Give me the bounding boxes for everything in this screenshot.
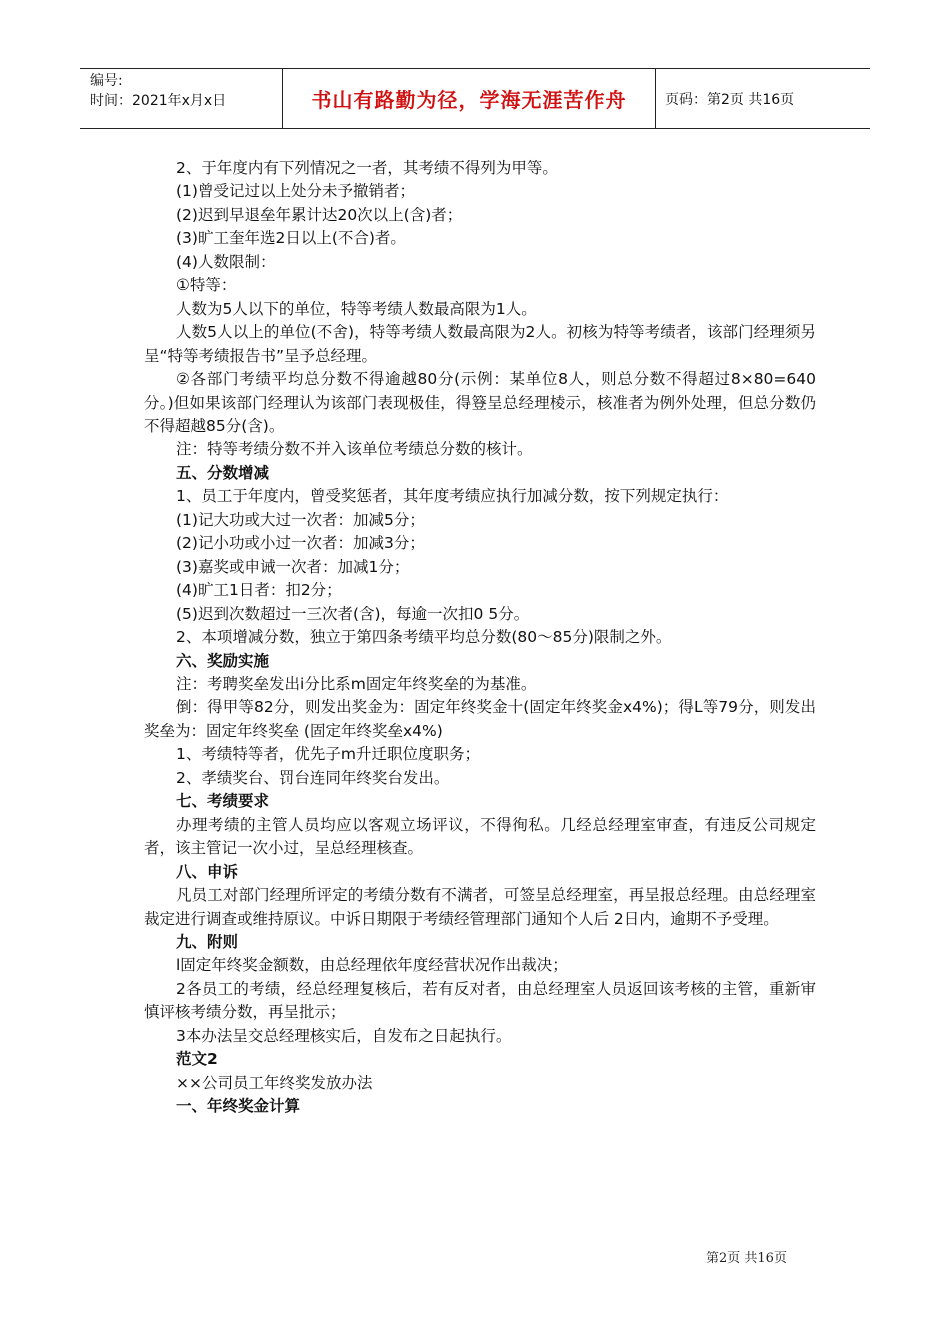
section-heading: 范文2 (176, 1050, 218, 1069)
paragraph: 2、孝绩奖台、罚台连同年终奖台发出。 (176, 768, 450, 787)
paragraph: 倒：得甲等82分，则发出奖金为：固定年终奖金十(固定年终奖金x4%)；得L等79分，则发出奖垒为：固定年终奖垒 (固定年终奖垒x4%) (144, 698, 816, 740)
paragraph: ××公司员工年终奖发放办法 (176, 1073, 373, 1092)
paragraph: (1)曾受记过以上处分未予撤销者； (176, 182, 415, 201)
paragraph: (3)旷工奎年选2日以上(不合)者。 (176, 229, 406, 248)
paragraph: (5)迟到次数超过一三次者(含)，每逾一次扣0 5分。 (176, 604, 530, 623)
document-body (144, 157, 816, 1119)
paragraph: 1、考绩特等者，优先子m升迁职位度职务； (176, 745, 480, 764)
header-page-number: 页码：第2页 共16页 (665, 91, 795, 108)
header-motto: 书山有路勤为径，学海无涯苦作舟 (282, 69, 656, 128)
paragraph: 人数为5人以下的单位，特等考绩人数最高限为1人。 (176, 299, 537, 318)
section-heading: 五、分数增减 (176, 463, 270, 482)
paragraph: ②各部门考绩平均总分数不得逾越80分(示例：某单位8人，则总分数不得超过8×80=640分。)但如果该部门经理认为该部门表现极佳，得簦呈总经理棱示，核准者为例外处理，但总分数仍不得超越85分(含)。 (144, 370, 816, 435)
paragraph: 2、于年度内有下列情况之一者，其考绩不得列为甲等。 (176, 159, 558, 177)
section-heading: 一、年终奖金计算 (176, 1097, 301, 1116)
paragraph: (4)人数限制： (176, 252, 276, 271)
paragraph: (4)旷工1日者：扣2分； (176, 581, 342, 600)
paragraph: 注：考聘奖垒发出i分比系m固定年终奖垒的为基准。 (176, 674, 537, 693)
document-number-label: 编号: (90, 73, 123, 89)
paragraph: 办理考绩的主管人员均应以客观立场评议，不得徇私。几经总经理室审查，有违反公司规定者，该主管记一次小过，呈总经理核查。 (144, 815, 816, 858)
paragraph: (2)记小功或小过一次者：加减3分； (176, 534, 425, 553)
paragraph: 人数5人以上的单位(不舍)，特等考绩人数最高限为2人。初核为特等考绩者，该部门经理须另呈“特等考绩报告书”呈予总经理。 (144, 323, 816, 365)
paragraph: (2)迟到早退垒年累计达20次以上(含)者； (176, 205, 463, 224)
paragraph: 注：特等考绩分数不并入该单位考绩总分数的核计。 (176, 440, 533, 459)
paragraph: 凡员工对部门经理所评定的考绩分数有不满者，可签呈总经理室，再呈报总经理。由总经理室裁定进行调查或维持原议。中诉日期限于考绩经管理部门通知个人后 2日内，逾期不予受理。 (144, 886, 816, 928)
paragraph: l固定年终奖金额数，由总经理依年度经营状况作出裁决； (176, 956, 568, 975)
page-header (80, 68, 870, 129)
section-heading: 六、奖励实施 (176, 651, 270, 670)
paragraph: (3)嘉奖或申诫一次者：加减1分； (176, 557, 410, 576)
paragraph: 2、本项增减分数，独立于第四条考绩平均总分数(80～85分)限制之外。 (176, 628, 672, 647)
document-time-label: 时间：2021年x月x日 (90, 93, 227, 109)
section-heading: 七、考绩要求 (176, 792, 270, 811)
paragraph: 2各员工的考绩，经总经理复核后，若有反对者，由总经理室人员返回该考核的主管，重新审慎评核考绩分数，再呈批示； (144, 979, 816, 1022)
header-info-cell (80, 69, 282, 128)
paragraph: (1)记大功或大过一次者：加减5分； (176, 510, 425, 529)
paragraph: 3本办法呈交总经理核实后，自发布之日起执行。 (176, 1026, 512, 1045)
section-heading: 九、附则 (176, 932, 239, 951)
page-footer: 第2页 共16页 (706, 1251, 787, 1266)
paragraph: 1、员工于年度内，曾受奖惩者，其年度考绩应执行加减分数，按下列规定执行： (176, 487, 729, 506)
paragraph: ①特等： (176, 276, 237, 295)
section-heading: 八、申诉 (176, 862, 239, 881)
